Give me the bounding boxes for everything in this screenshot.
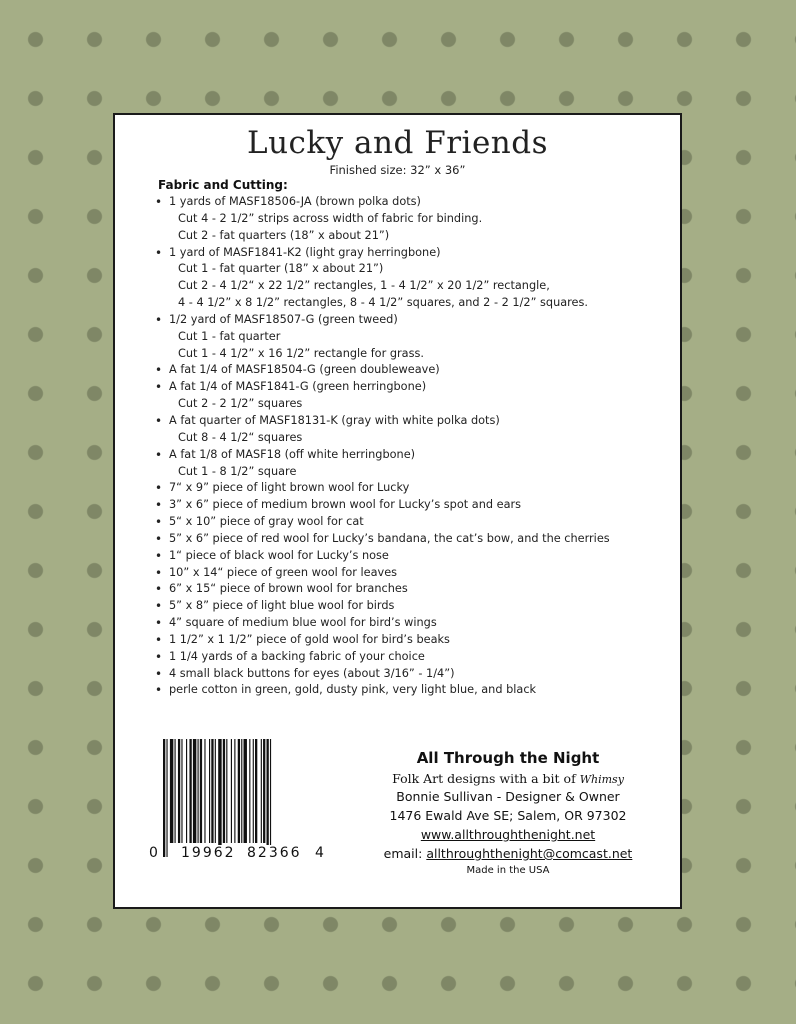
barcode-bar: [270, 739, 271, 857]
made-in-usa: Made in the USA: [466, 865, 550, 876]
barcode-bar: [255, 739, 257, 843]
company-name: All Through the Night: [416, 749, 600, 767]
cutting-instruction: Cut 2 - 2 1/2” squares: [178, 397, 303, 411]
supply-list: [115, 194, 680, 699]
supply-item: • 1/2 yard of MASF18507-G (green tweed): [115, 312, 680, 329]
barcode-bar: [263, 739, 265, 843]
finished-size: Finished size: 32” x 36”: [329, 163, 466, 177]
barcode-bar: [200, 739, 202, 843]
barcode-bar: [178, 739, 180, 843]
tagline-accent: Whimsy: [579, 773, 624, 786]
supply-item: • 3” x 6” piece of medium brown wool for Lucky’s spot and ears: [115, 497, 680, 514]
barcode-bar: [244, 739, 247, 843]
fabric-cutting-heading: Fabric and Cutting:: [158, 178, 288, 192]
barcode-bars: [163, 739, 311, 859]
barcode-bar: [170, 739, 173, 843]
tagline-text: Folk Art designs with a bit of: [392, 771, 576, 786]
cutting-instruction: Cut 1 - 8 1/2” square: [178, 464, 297, 478]
supply-item: • 1 yards of MASF18506-JA (brown polka dots): [115, 194, 680, 211]
barcode-bar: [249, 739, 250, 843]
barcode: [149, 739, 324, 861]
cutting-instruction: Cut 2 - fat quarters (18” x about 21”): [178, 228, 390, 242]
company-address: 1476 Ewald Ave SE; Salem, OR 97302: [389, 808, 627, 823]
barcode-bar: [209, 739, 210, 843]
barcode-bar: [218, 739, 221, 857]
barcode-bar: [175, 739, 176, 843]
company-email: [383, 846, 633, 861]
barcode-bar: [253, 739, 254, 843]
supply-item: • 4” square of medium blue wool for bird’s wings: [115, 615, 680, 632]
supply-item: • 5” x 6” piece of red wool for Lucky’s bandana, the cat’s bow, and the cherries: [115, 531, 680, 548]
supply-item: • 1 1/4 yards of a backing fabric of your choice: [115, 649, 680, 666]
barcode-bar: [234, 739, 235, 843]
barcode-group-1: 19962: [181, 845, 236, 861]
cutting-instruction: Cut 8 - 4 1/2“ squares: [178, 430, 303, 444]
barcode-digit-right: 4: [315, 845, 324, 861]
pattern-title: Lucky and Friends: [246, 125, 549, 161]
barcode-digit-left: 0: [149, 845, 158, 861]
barcode-bar: [166, 739, 167, 857]
barcode-bar: [238, 739, 240, 843]
barcode-bar: [186, 739, 187, 843]
supply-item: • 10” x 14“ piece of green wool for leaves: [115, 565, 680, 582]
supply-item: • 5” x 8” piece of light blue wool for birds: [115, 598, 680, 615]
supply-item: • A fat 1/4 of MASF18504-G (green doubleweave): [115, 362, 680, 379]
supply-item: • 6” x 15“ piece of brown wool for branches: [115, 581, 680, 598]
cutting-instruction: 4 - 4 1/2” x 8 1/2” rectangles, 8 - 4 1/2” squares, and 2 - 2 1/2” squares.: [178, 296, 588, 310]
email-label: email:: [383, 846, 423, 861]
barcode-bar: [181, 739, 182, 843]
barcode-bar: [163, 739, 165, 857]
cutting-instruction: Cut 1 - fat quarter (18” x about 21”): [178, 262, 384, 276]
supply-item: • A fat 1/4 of MASF1841-G (green herringbone): [115, 379, 680, 396]
barcode-bar: [215, 739, 216, 843]
company-website-link[interactable]: www.allthroughthenight.net: [420, 827, 596, 842]
pattern-back-card: [113, 113, 682, 909]
barcode-group-2: 82366: [247, 845, 302, 861]
company-info: [383, 749, 633, 876]
supply-item: • perle cotton in green, gold, dusty pink, very light blue, and black: [115, 682, 680, 699]
cutting-instruction: Cut 1 - fat quarter: [178, 329, 281, 343]
barcode-bar: [241, 739, 242, 843]
cutting-instruction: Cut 2 - 4 1/2“ x 22 1/2” rectangles, 1 - 4 1/2” x 20 1/2” rectangle,: [178, 279, 550, 293]
barcode-bar: [193, 739, 196, 843]
cutting-instruction: Cut 1 - 4 1/2” x 16 1/2” rectangle for grass.: [178, 346, 424, 360]
cutting-instruction: Cut 4 - 2 1/2” strips across width of fabric for binding.: [178, 211, 483, 225]
barcode-bar: [261, 739, 262, 843]
supply-item: • 1“ piece of black wool for Lucky’s nose: [115, 548, 680, 565]
barcode-bar: [189, 739, 191, 843]
company-owner: Bonnie Sullivan - Designer & Owner: [396, 789, 620, 804]
barcode-bar: [231, 739, 232, 843]
company-tagline: [383, 771, 633, 786]
barcode-bar: [267, 739, 269, 857]
company-email-link[interactable]: allthroughthenight@comcast.net: [426, 846, 633, 861]
barcode-bar: [223, 739, 225, 843]
barcode-bar: [211, 739, 213, 843]
supply-item: • 5“ x 10” piece of gray wool for cat: [115, 514, 680, 531]
barcode-bar: [204, 739, 205, 843]
supply-item: • 1 yard of MASF1841-K2 (light gray herringbone): [115, 245, 680, 262]
supply-item: • 7“ x 9” piece of light brown wool for Lucky: [115, 480, 680, 497]
barcode-bar: [198, 739, 199, 843]
supply-item: • A fat quarter of MASF18131-K (gray with white polka dots): [115, 413, 680, 430]
supply-item: • 4 small black buttons for eyes (about 3/16” - 1/4”): [115, 666, 680, 683]
barcode-bar: [226, 739, 227, 843]
supply-item: • 1 1/2” x 1 1/2” piece of gold wool for bird’s beaks: [115, 632, 680, 649]
supply-item: • A fat 1/8 of MASF18 (off white herringbone): [115, 447, 680, 464]
